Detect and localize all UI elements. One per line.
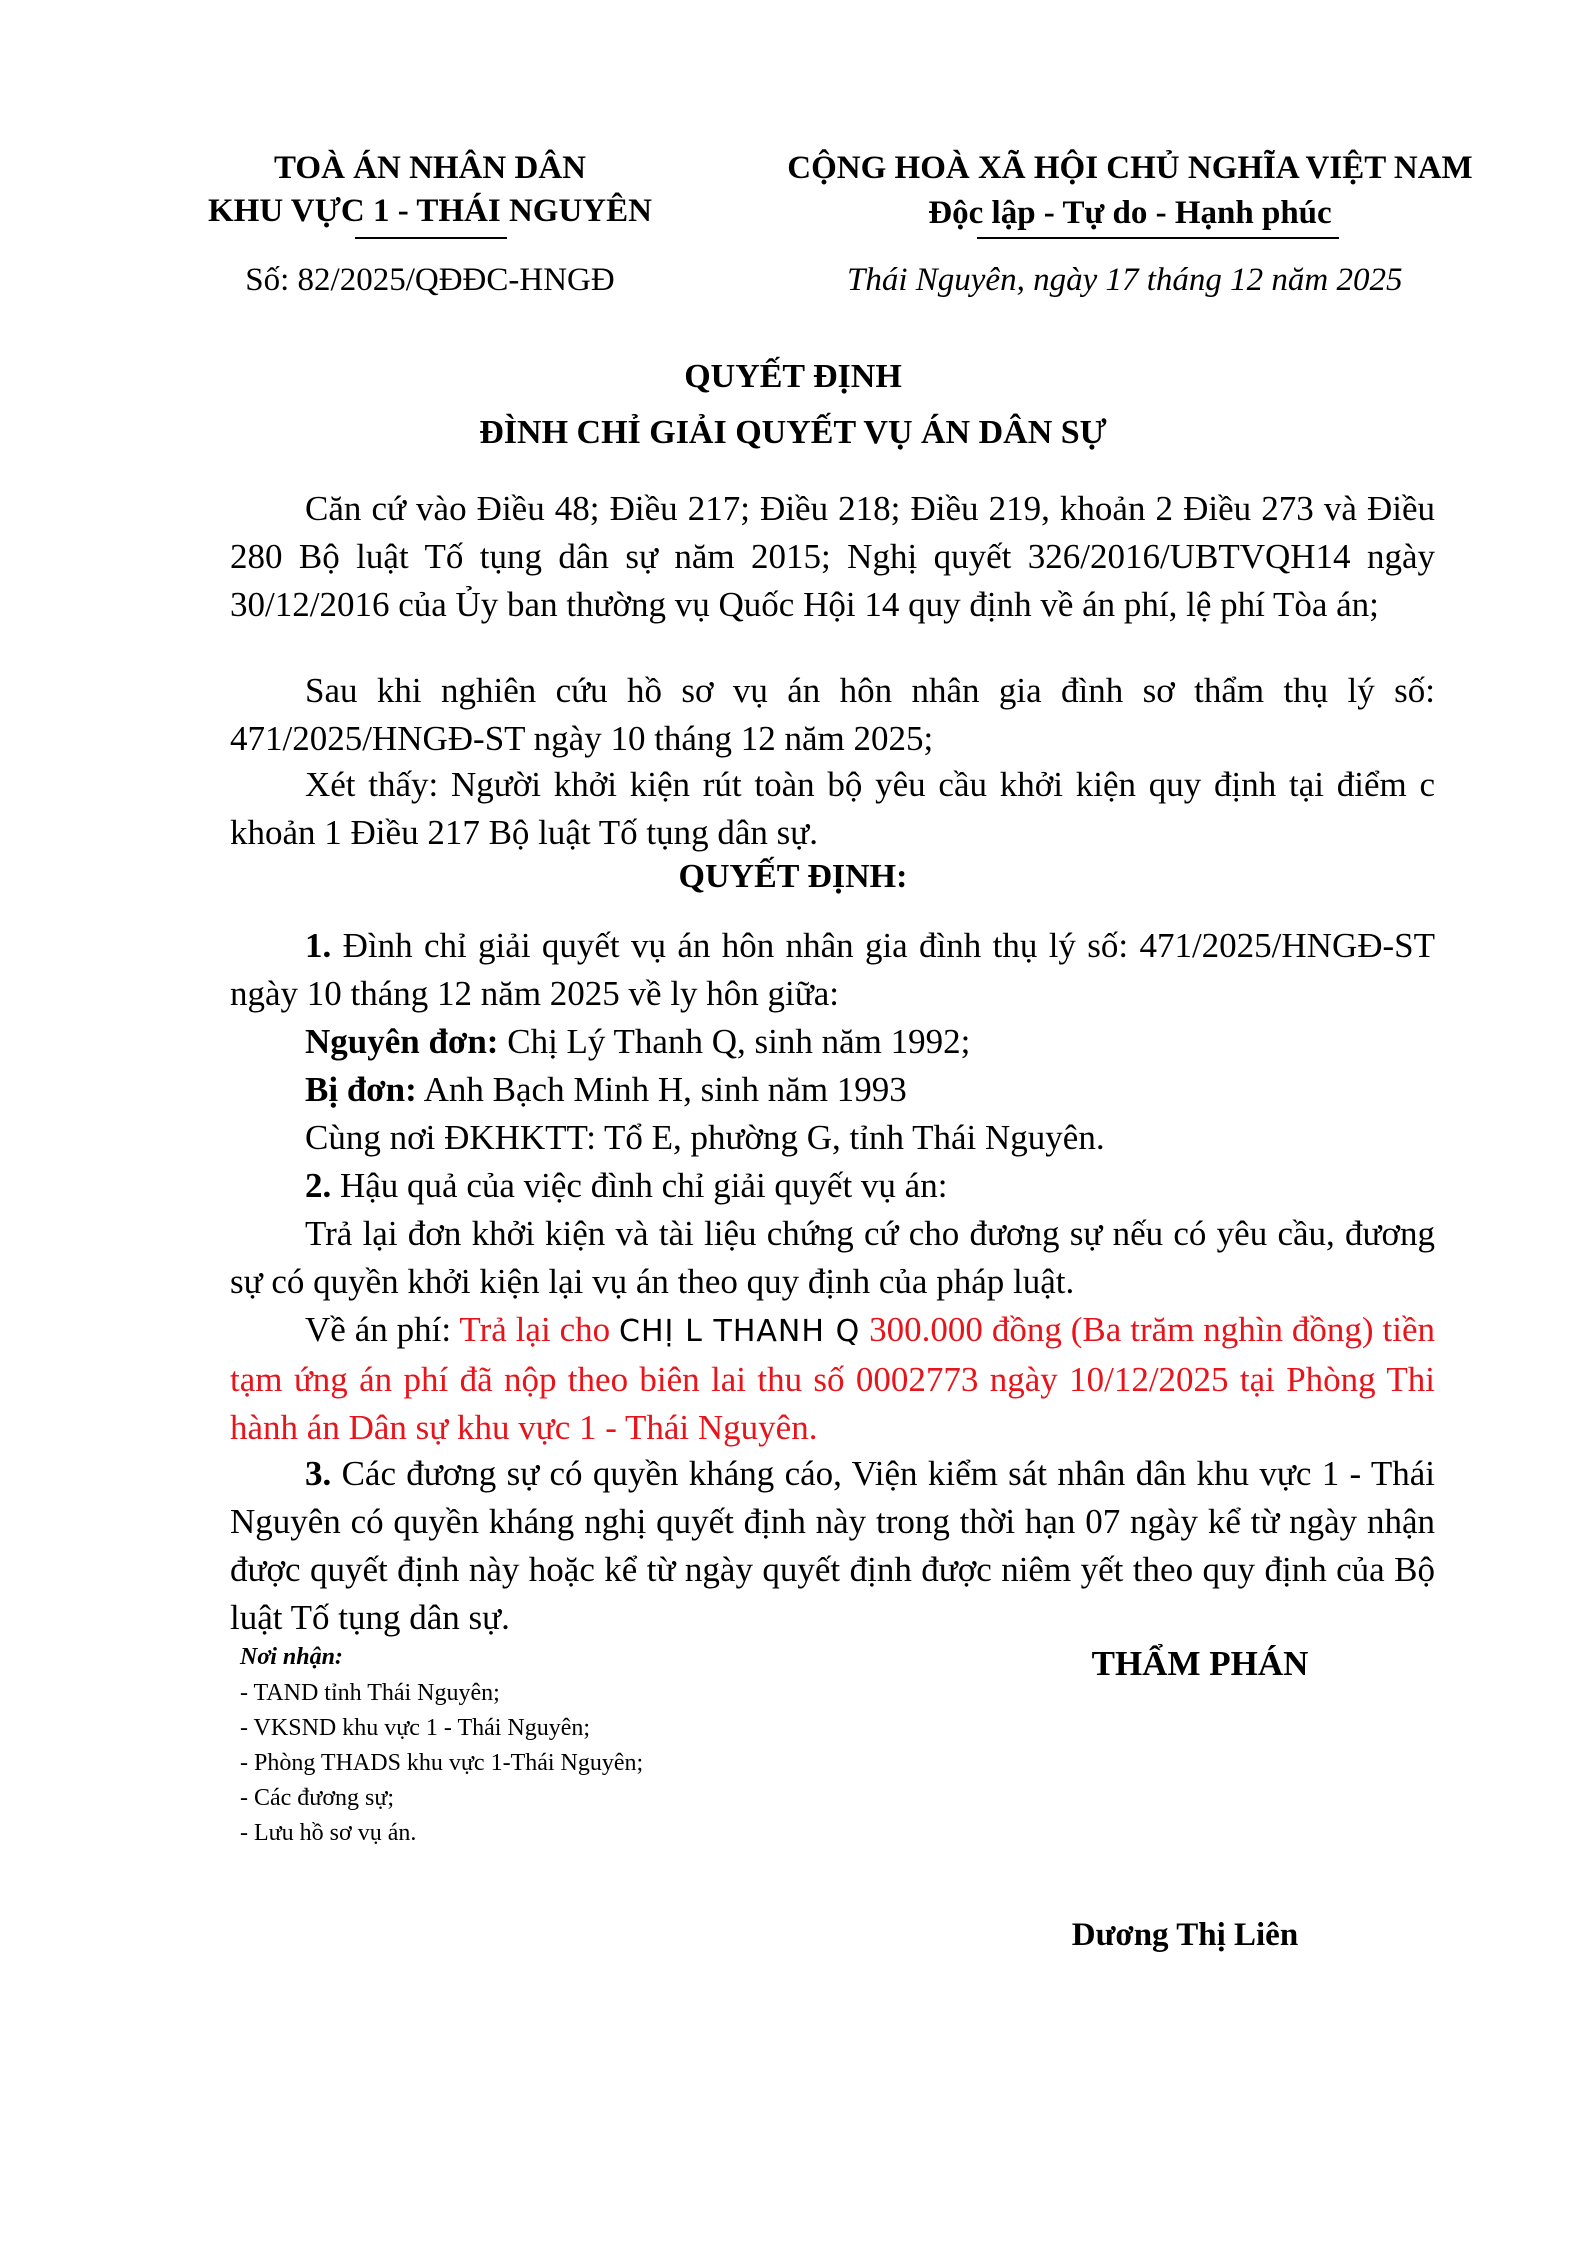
nation-title: CỘNG HOÀ XÃ HỘI CHỦ NGHĨA VIỆT NAM: [787, 150, 1473, 186]
court-fee-paragraph: [230, 1306, 1435, 1452]
decision-item-2: [305, 1162, 947, 1210]
recipient-item: - Lưu hồ sơ vụ án.: [240, 1820, 417, 1846]
defendant-line: [305, 1066, 907, 1114]
recipients-heading: Nơi nhận:: [240, 1644, 343, 1670]
plaintiff-line: [305, 1018, 970, 1066]
court-underline: [355, 237, 507, 239]
item-2-text: Hậu quả của việc đình chỉ giải quyết vụ án:: [340, 1166, 948, 1205]
signer-title: THẨM PHÁN: [1091, 1644, 1309, 1683]
fee-label: Về án phí:: [305, 1310, 460, 1349]
legal-basis-paragraph: Căn cứ vào Điều 48; Điều 217; Điều 218; Điều 219, khoản 2 Điều 273 và Điều 280 Bộ luật Tố tụng dân sự năm 2015; Nghị quyết 326/2016/UBTVQH14 ngày 30/12/2016 của Ủy ban thường vụ Quốc Hội 14 quy định về án phí, lệ phí Tòa án;: [230, 489, 1435, 624]
place-date: Thái Nguyên, ngày 17 tháng 12 năm 2025: [847, 262, 1403, 298]
decision-heading: QUYẾT ĐỊNH:: [678, 858, 908, 895]
case-review-paragraph: Sau khi nghiên cứu hồ sơ vụ án hôn nhân gia đình sơ thẩm thụ lý số: 471/2025/HNGĐ-ST ngày 10 tháng 12 năm 2025;: [230, 671, 1435, 758]
document-subtitle: ĐÌNH CHỈ GIẢI QUYẾT VỤ ÁN DÂN SỰ: [479, 414, 1107, 451]
plaintiff-value: Chị Lý Thanh Q, sinh năm 1992;: [507, 1022, 971, 1061]
decision-item-3: [230, 1450, 1435, 1642]
document-title: QUYẾT ĐỊNH: [684, 358, 902, 395]
fee-refund-intro: Trả lại cho: [459, 1310, 620, 1349]
recipient-item: - Các đương sự;: [240, 1785, 395, 1811]
court-name-line2: KHU VỰC 1 - THÁI NGUYÊN: [207, 193, 652, 229]
signer-name: Dương Thị Liên: [1071, 1917, 1299, 1953]
court-name-line1: TOÀ ÁN NHÂN DÂN: [274, 150, 586, 186]
recipient-item: - VKSND khu vực 1 - Thái Nguyên;: [240, 1715, 591, 1741]
item-1-number: 1.: [305, 926, 332, 965]
defendant-label: Bị đơn:: [305, 1070, 417, 1109]
recipient-item: - Phòng THADS khu vực 1-Thái Nguyên;: [240, 1750, 644, 1776]
item-3-number: 3.: [305, 1454, 332, 1493]
finding-paragraph: Xét thấy: Người khởi kiện rút toàn bộ yêu cầu khởi kiện quy định tại điểm c khoản 1 Điều 217 Bộ luật Tố tụng dân sự.: [230, 765, 1435, 852]
consequence-paragraph: Trả lại đơn khởi kiện và tài liệu chứng cứ cho đương sự nếu có yêu cầu, đương sự có quyền khởi kiện lại vụ án theo quy định của pháp luật.: [230, 1214, 1435, 1301]
fee-refund-detail: 300.000 đồng (Ba trăm nghìn đồng) tiền tạm ứng án phí đã nộp theo biên lai thu số 0002773 ngày 10/12/2025 tại Phòng Thi hành án Dân sự khu vực 1 - Thái Nguyên.: [230, 1310, 1435, 1447]
plaintiff-label: Nguyên đơn:: [305, 1022, 499, 1061]
nation-motto: Độc lập - Tự do - Hạnh phúc: [928, 195, 1332, 231]
motto-underline: [977, 237, 1339, 239]
defendant-value: Anh Bạch Minh H, sinh năm 1993: [423, 1070, 907, 1109]
residence-line: Cùng nơi ĐKHKTT: Tổ E, phường G, tỉnh Thái Nguyên.: [305, 1118, 1105, 1157]
item-1-text: Đình chỉ giải quyết vụ án hôn nhân gia đình thụ lý số: 471/2025/HNGĐ-ST ngày 10 tháng 12 năm 2025 về ly hôn giữa:: [230, 926, 1436, 1013]
fee-recipient-name: CHỊ L THANH Q: [619, 1314, 861, 1349]
item-2-number: 2.: [305, 1166, 332, 1205]
item-3-text: Các đương sự có quyền kháng cáo, Viện kiểm sát nhân dân khu vực 1 - Thái Nguyên có quyền kháng nghị quyết định này trong thời hạn 07 ngày kể từ ngày nhận được quyết định này hoặc kể từ ngày quyết định được niêm yết theo quy định của Bộ luật Tố tụng dân sự.: [230, 1454, 1435, 1637]
recipient-item: - TAND tỉnh Thái Nguyên;: [240, 1680, 500, 1706]
document-number: Số: 82/2025/QĐĐC-HNGĐ: [245, 262, 615, 298]
decision-item-1: [230, 922, 1435, 1018]
